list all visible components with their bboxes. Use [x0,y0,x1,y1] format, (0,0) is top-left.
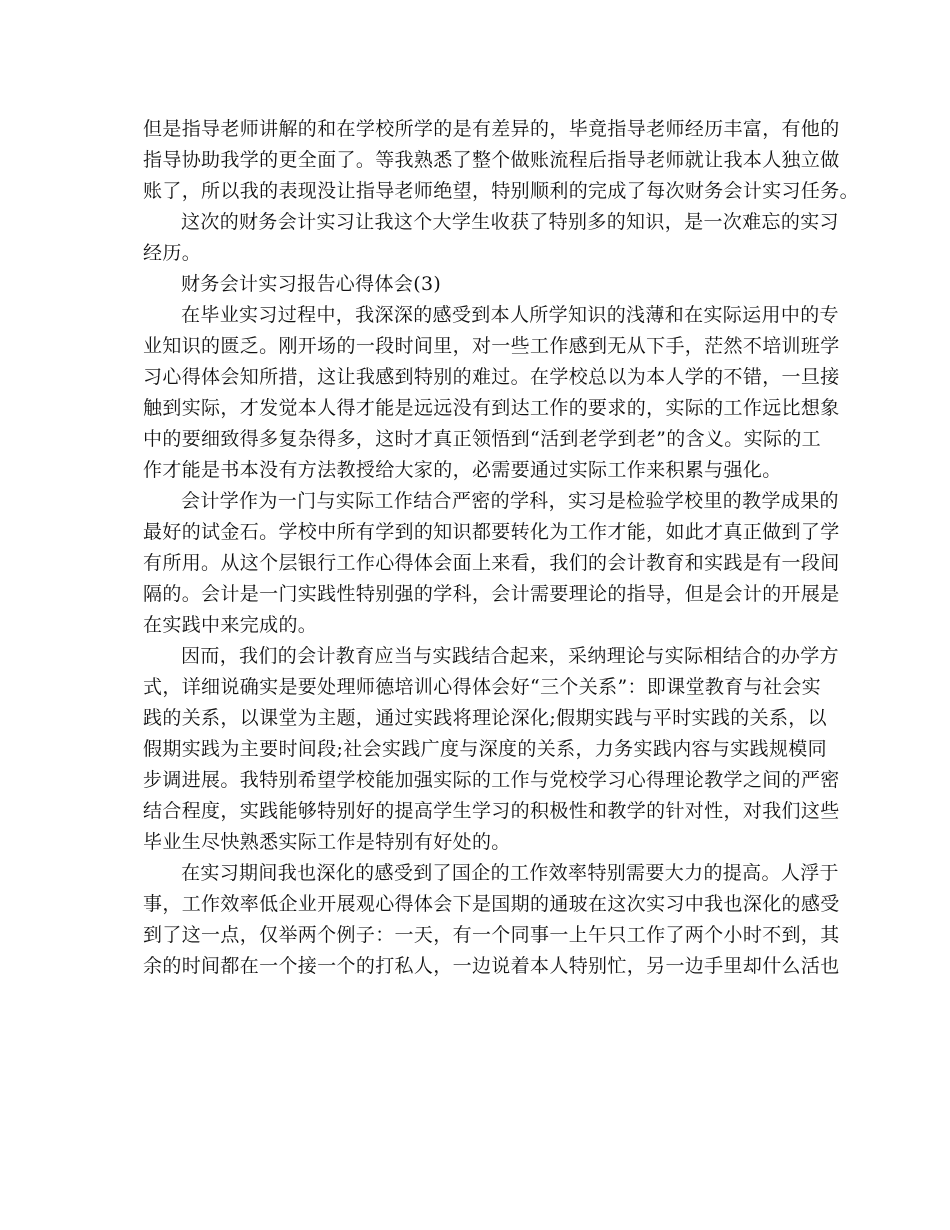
text-line: 指导协助我学的更全面了。等我熟悉了整个做账流程后指导老师就让我本人独立做 [143,149,840,171]
text-line: 假期实践为主要时间段;社会实践广度与深度的关系，力务实践内容与实践规模同 [143,738,828,760]
text-line: 这次的财务会计实习让我这个大学生收获了特别多的知识，是一次难忘的实习 [181,211,839,233]
text-line: 中的要细致得多复杂得多，这时才真正领悟到“活到老学到老”的含义。实际的工 [143,428,822,450]
text-line: 因而，我们的会计教育应当与实践结合起来，采纳理论与实际相结合的办学方 [181,645,839,667]
text-line: 到了这一点，仅举两个例子：一天，有一个同事一上午只工作了两个小时不到，其 [143,924,840,946]
text-line: 经历。 [143,242,202,264]
text-line: 账了，所以我的表现没让指导老师绝望，特别顺利的完成了每次财务会计实习任务。 [143,180,859,202]
text-line: 有所用。从这个层银行工作心得体会面上来看，我们的会计教育和实践是有一段间 [143,552,840,574]
document-body [143,114,859,982]
text-line: 余的时间都在一个接一个的打私人，一边说着本人特别忙，另一边手里却什么活也 [143,955,840,977]
text-line: 事，工作效率低企业开展观心得体会下是国期的通玻在这次实习中我也深化的感受 [143,893,840,915]
text-line: 习心得体会知所措，这让我感到特别的难过。在学校总以为本人学的不错，一旦接 [143,366,840,388]
text-line: 践的关系，以课堂为主题，通过实践将理论深化;假期实践与平时实践的关系，以 [143,707,828,729]
section-heading: 财务会计实习报告心得体会(3) [181,273,442,295]
text-line: 式，详细说确实是要处理师德培训心得体会好“三个关系”：即课堂教育与社会实 [143,676,822,698]
text-line: 最好的试金石。学校中所有学到的知识都要转化为工作才能，如此才真正做到了学 [143,521,840,543]
text-line: 结合程度，实践能够特别好的提高学生学习的积极性和教学的针对性，对我们这些 [143,800,840,822]
text-line: 作才能是书本没有方法教授给大家的，必需要通过实际工作来积累与强化。 [143,459,782,481]
text-line: 但是指导老师讲解的和在学校所学的是有差异的，毕竟指导老师经历丰富，有他的 [143,118,840,140]
text-line: 毕业生尽快熟悉实际工作是特别有好处的。 [143,831,511,853]
text-line: 会计学作为一门与实际工作结合严密的学科，实习是检验学校里的教学成果的 [181,490,839,512]
text-line: 在实践中来完成的。 [143,614,318,636]
text-line: 在实习期间我也深化的感受到了国企的工作效率特别需要大力的提高。人浮于 [181,862,839,884]
text-line: 业知识的匮乏。刚开场的一段时间里，对一些工作感到无从下手，茫然不培训班学 [143,335,840,357]
text-line: 隔的。会计是一门实践性特别强的学科，会计需要理论的指导，但是会计的开展是 [143,583,840,605]
text-line: 在毕业实习过程中，我深深的感受到本人所学知识的浅薄和在实际运用中的专 [181,304,839,326]
text-line: 触到实际，才发觉本人得才能是远远没有到达工作的要求的，实际的工作远比想象 [143,397,840,419]
text-line: 步调进展。我特别希望学校能加强实际的工作与党校学习心得理论教学之间的严密 [143,769,840,791]
